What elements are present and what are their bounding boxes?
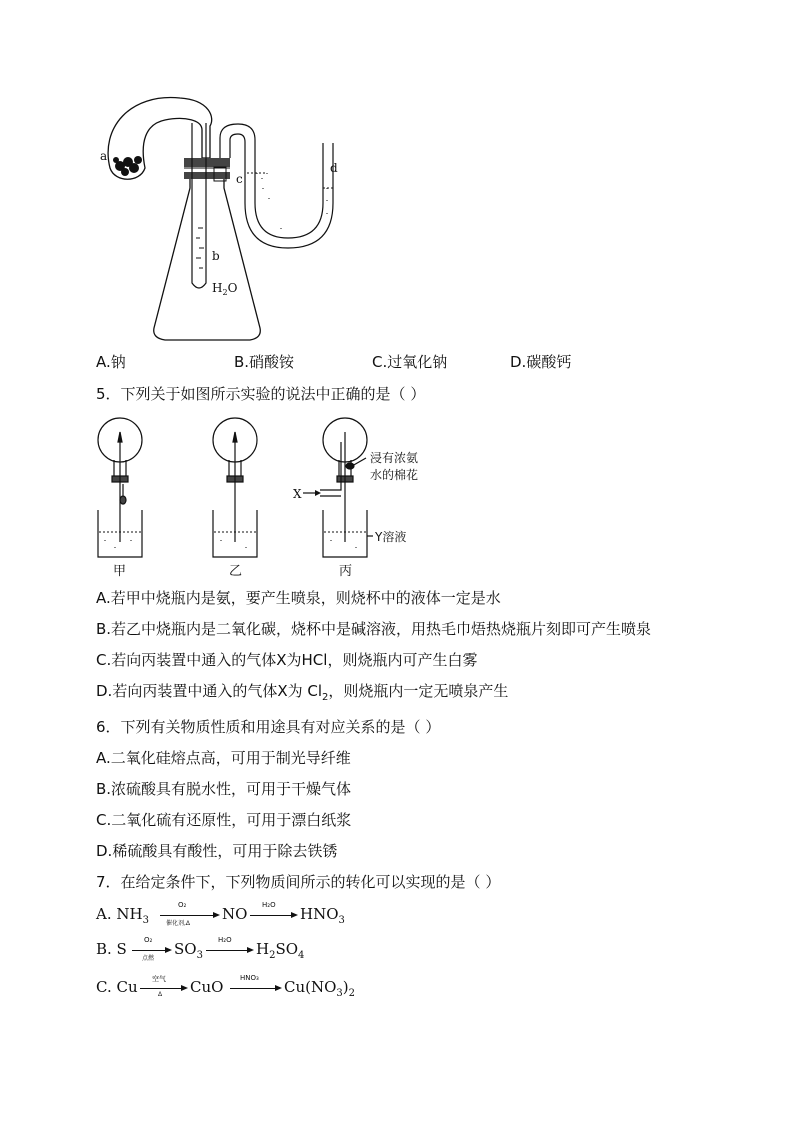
q4-option-b[interactable]: B.硝酸铵 xyxy=(234,353,295,371)
q6-stem: 6．下列有关物质性质和用途具有对应关系的是（ ） xyxy=(96,718,441,736)
label-b: b xyxy=(212,249,220,263)
arrow-icon xyxy=(165,947,172,953)
q4-option-c[interactable]: C.过氧化钠 xyxy=(372,353,448,371)
label-x: X xyxy=(293,487,302,501)
fountain-figure xyxy=(90,412,430,582)
q7-stem: 7．在给定条件下，下列物质间所示的转化可以实现的是（ ） xyxy=(96,873,501,891)
u-tube xyxy=(220,124,333,248)
apparatus-bing xyxy=(320,418,373,557)
q5-option-d[interactable]: D.若向丙装置中通入的气体X为 $Cl_2$，则烧瓶内一定无喷泉产生 xyxy=(96,682,509,703)
arrow-icon xyxy=(213,912,220,918)
q6-option-a[interactable]: A.二氧化硅熔点高，可用于制光导纤维 xyxy=(96,749,351,767)
q4-option-a[interactable]: A.钠 xyxy=(96,353,126,371)
label-water: H xyxy=(212,281,223,295)
q7-option-b[interactable]: B. S O₂ 点燃 $SO_3$ H₂O $H_2SO_4$ xyxy=(96,936,305,962)
apparatus-jia xyxy=(98,418,142,557)
test-tube-b xyxy=(192,123,206,288)
stopper xyxy=(184,158,230,167)
apparatus-figure xyxy=(90,88,360,348)
label-yi: 乙 xyxy=(229,564,243,579)
svg-text:H2O: $H_2O$ xyxy=(212,281,238,297)
q5-option-b[interactable]: B.若乙中烧瓶内是二氧化碳，烧杯中是碱溶液，用热毛巾焐热烧瓶片刻即可产生喷泉 xyxy=(96,620,652,638)
q5-stem: 5．下列关于如图所示实验的说法中正确的是（ ） xyxy=(96,385,426,403)
label-jia: 甲 xyxy=(113,564,127,579)
label-c: c xyxy=(236,172,243,186)
q4-option-d[interactable]: D.碳酸钙 xyxy=(510,353,572,371)
q6-option-b[interactable]: B.浓硫酸具有脱水性，可用于干燥气体 xyxy=(96,780,352,798)
arrow-icon xyxy=(181,985,188,991)
label-y: Y溶液 xyxy=(375,530,407,544)
q5-option-c[interactable]: C.若向丙装置中通入的气体X为HCl，则烧瓶内可产生白雾 xyxy=(96,651,478,669)
q6-option-d[interactable]: D.稀硫酸具有酸性，可用于除去铁锈 xyxy=(96,842,338,860)
conical-flask xyxy=(154,172,261,340)
q6-option-c[interactable]: C.二氧化硫有还原性，可用于漂白纸浆 xyxy=(96,811,352,829)
label-a: a xyxy=(100,149,108,163)
solid-pellets xyxy=(113,156,142,176)
arrow-icon xyxy=(275,985,282,991)
q7-option-a[interactable]: A. $NH_3$ O₂ 催化剂,Δ NO H₂O $HNO_3$ xyxy=(96,901,345,927)
arrow-icon xyxy=(247,947,254,953)
label-d: d xyxy=(330,161,338,175)
q5-option-a[interactable]: A.若甲中烧瓶内是氨，要产生喷泉，则烧杯中的液体一定是水 xyxy=(96,589,501,607)
label-bing: 丙 xyxy=(339,564,353,579)
label-cotton-1: 浸有浓氨 xyxy=(370,451,419,465)
q7-option-c[interactable]: C. Cu 空气 Δ CuO HNO₃ $Cu(NO_3)_2$ xyxy=(96,974,356,999)
apparatus-yi xyxy=(213,418,257,557)
label-cotton-2: 水的棉花 xyxy=(370,468,419,482)
arrow-icon xyxy=(291,912,298,918)
